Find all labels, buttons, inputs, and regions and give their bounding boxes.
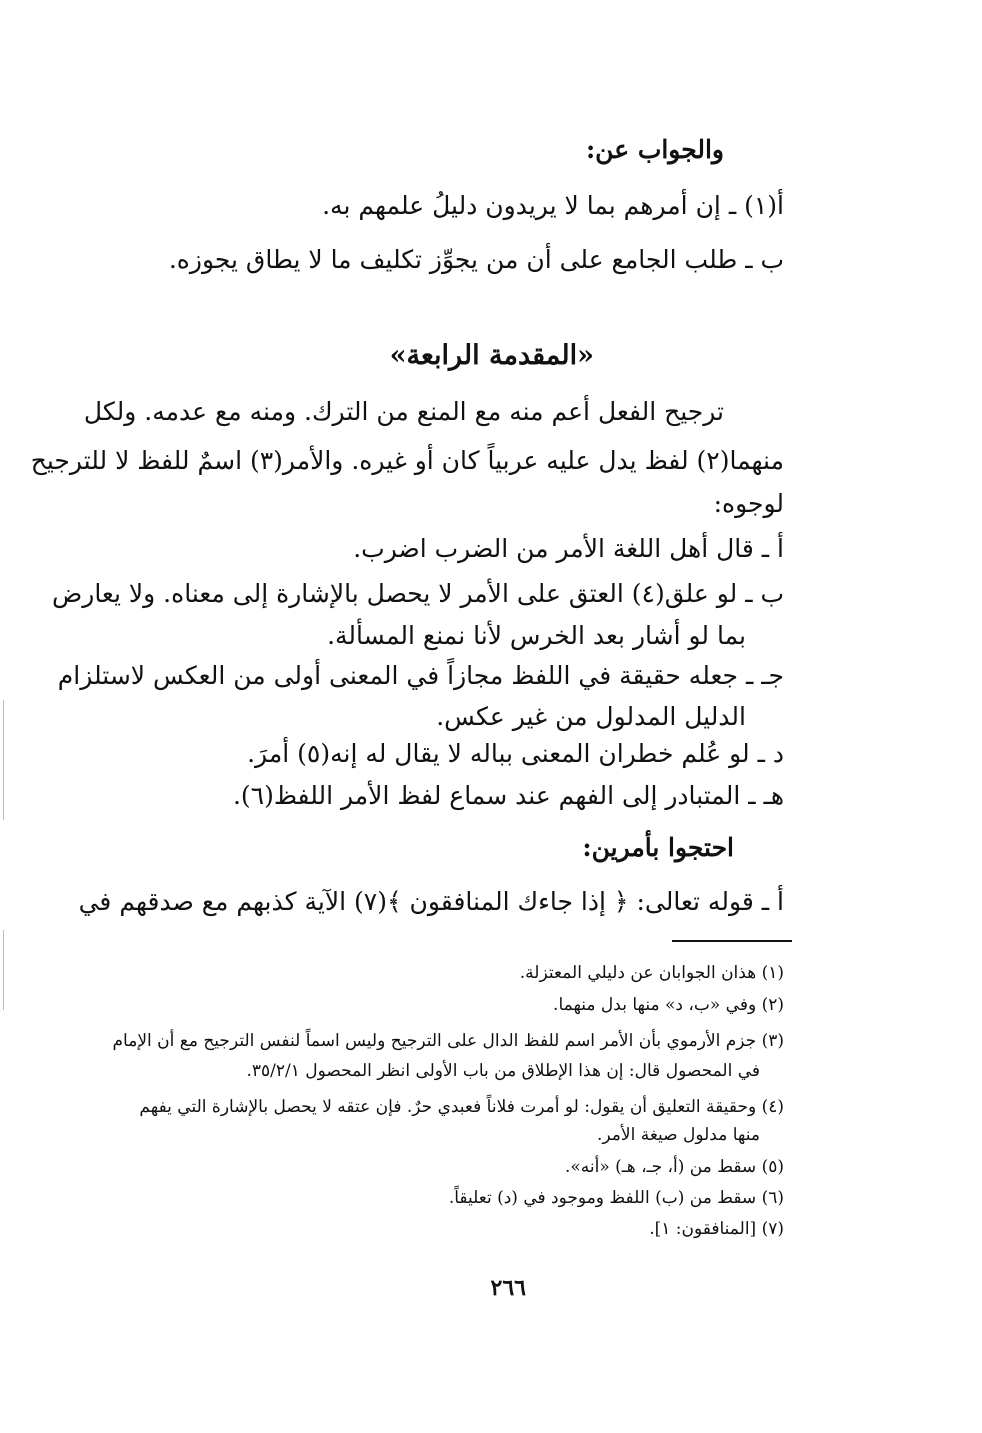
section-title: «المقدمة الرابعة» (389, 340, 594, 371)
answer-item: ب ـ طلب الجامع على أن من يجوِّز تكليف ما لا يطاق يجوزه. (168, 245, 784, 274)
page-number: ٢٦٦ (490, 1275, 526, 1301)
objection-line: أ ـ قوله تعالى: ﴿ إذا جاءك المنافقون ﴾(٧) الآية كذبهم مع صدقهم في (78, 887, 784, 916)
footnote-separator (672, 940, 792, 942)
answer-item: أ(١) ـ إن أمرهم بما لا يريدون دليلُ علمهم به. (322, 191, 784, 220)
answer-heading: والجواب عن: (585, 135, 724, 164)
footnote: (٧) [المنافقون: ١]. (649, 1219, 784, 1239)
reason-line: بما لو أشار بعد الخرس لأنا نمنع المسألة. (327, 621, 746, 650)
footnote: (٦) سقط من (ب) اللفظ وموجود في (د) تعليقاً. (448, 1188, 784, 1208)
footnote: (٣) جزم الأرموي بأن الأمر اسم للفظ الدال على الترجيح وليس اسماً لنفس الترجيح مع أن الإمام (112, 1031, 784, 1051)
footnote: (١) هذان الجوابان عن دليلي المعتزلة. (519, 963, 784, 983)
reason-line: د ـ لو عُلم خطران المعنى بباله لا يقال له إنه(٥) أمرَ. (247, 739, 784, 768)
reason-line: أ ـ قال أهل اللغة الأمر من الضرب اضرب. (353, 534, 784, 563)
footnote: (٢) وفي «ب، د» منها بدل منهما. (553, 995, 784, 1015)
scan-edge-mark (3, 700, 4, 820)
paragraph-line: منهما(٢) لفظ يدل عليه عربياً كان أو غيره. والأمر(٣) اسمٌ للفظ لا للترجيح (30, 446, 784, 475)
footnote: (٥) سقط من (أ، جـ، هـ) «أنه». (564, 1157, 784, 1177)
reason-line: هـ ـ المتبادر إلى الفهم عند سماع لفظ الأمر اللفظ(٦). (232, 781, 784, 810)
footnote: (٤) وحقيقة التعليق أن يقول: لو أمرت فلاناً فعبدي حرٌ. فإن عتقه لا يحصل بالإشارة التي يفهم (139, 1097, 784, 1117)
footnote: في المحصول قال: إن هذا الإطلاق من باب الأولى انظر المحصول ٣٥/٢/١. (246, 1061, 760, 1081)
reason-line: الدليل المدلول من غير عكس. (436, 702, 746, 731)
objection-heading: احتجوا بأمرين: (582, 833, 734, 862)
paragraph-line: لوجوه: (713, 489, 784, 518)
reason-line: ب ـ لو علق(٤) العتق على الأمر لا يحصل بالإشارة إلى معناه. ولا يعارض (52, 579, 784, 608)
paragraph-line: ترجيح الفعل أعم منه مع المنع من الترك. ومنه مع عدمه. ولكل (83, 397, 724, 426)
reason-line: جـ ـ جعله حقيقة في اللفظ مجازاً في المعنى أولى من العكس لاستلزام (57, 661, 784, 690)
footnote: منها مدلول صيغة الأمر. (597, 1125, 760, 1145)
scan-edge-mark (3, 930, 4, 1010)
